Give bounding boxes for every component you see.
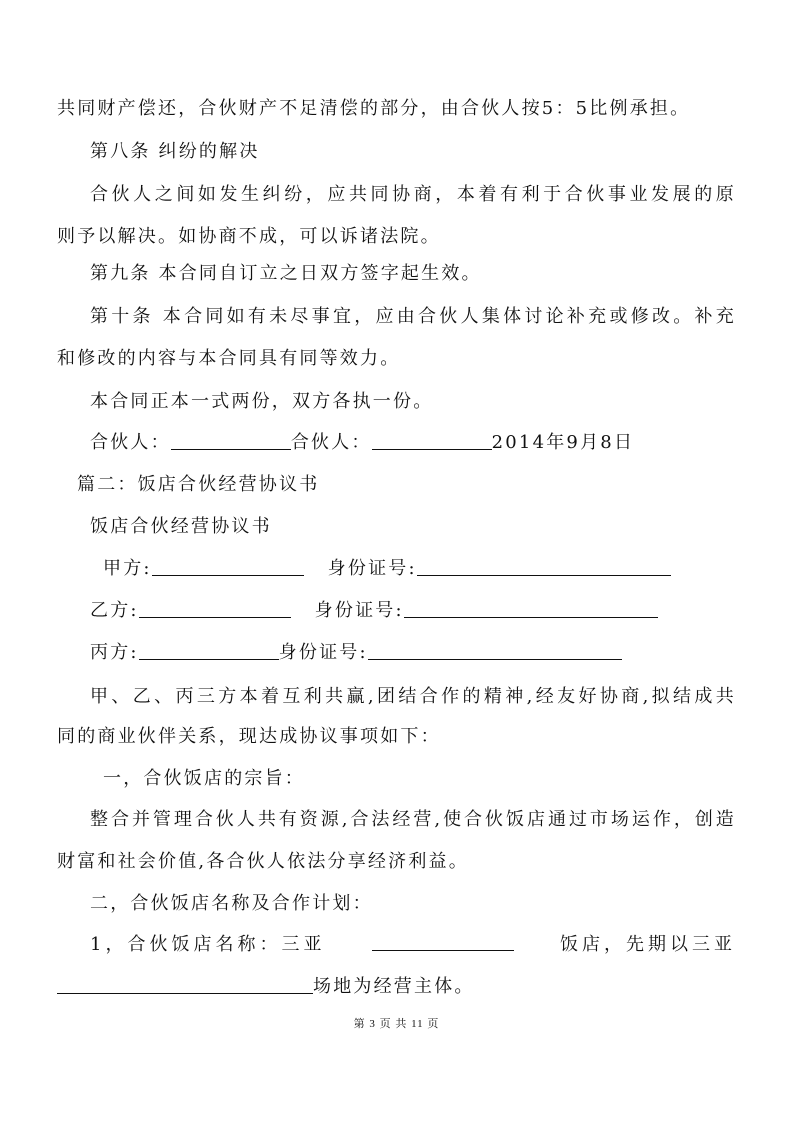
restaurant-name-blank xyxy=(372,932,514,951)
paragraph-line: 和修改的内容与本合同具有同等效力。 xyxy=(57,348,401,369)
venue-text: 场地为经营主体。 xyxy=(313,976,475,997)
party-a-line xyxy=(103,556,671,582)
paragraph-line: 甲、乙、丙三方本着互利共赢,团结合作的精神,经友好协商,拟结成共 xyxy=(90,686,736,707)
restaurant-name-line xyxy=(90,932,736,958)
party-b-blank xyxy=(139,599,291,618)
document-title: 饭店合伙经营协议书 xyxy=(90,516,272,537)
signature-blank xyxy=(372,431,492,450)
id-label: 身份证号: xyxy=(327,558,417,579)
id-blank xyxy=(368,641,622,660)
paragraph-line: 则予以解决。如协商不成，可以诉诸法院。 xyxy=(57,226,441,247)
party-c-line xyxy=(90,640,622,666)
article-9-text: 第九条 本合同自订立之日双方签字起生效。 xyxy=(90,263,482,284)
article-8-heading: 第八条 纠纷的解决 xyxy=(90,141,260,162)
page-footer: 第 3 页 共 11 页 xyxy=(353,1018,440,1030)
partner-label: 合伙人： xyxy=(290,432,372,453)
party-b-label: 乙方: xyxy=(90,600,139,621)
signature-blank xyxy=(171,431,291,450)
clause-2-heading: 二，合伙饭店名称及合作计划： xyxy=(90,893,373,914)
party-c-label: 丙方: xyxy=(90,642,139,663)
paragraph-line: 共同财产偿还，合伙财产不足清偿的部分，由合伙人按5：5比例承担。 xyxy=(57,98,691,119)
id-label: 身份证号: xyxy=(314,600,404,621)
clause-1-heading: 一，合伙饭店的宗旨： xyxy=(103,768,305,789)
venue-line xyxy=(57,974,475,1000)
venue-blank xyxy=(57,975,313,994)
id-label: 身份证号: xyxy=(278,642,368,663)
section-heading: 篇二：饭店合伙经营协议书 xyxy=(77,474,320,495)
article-10-text: 第十条 本合同如有未尽事宜，应由合伙人集体讨论补充或修改。补充 xyxy=(90,306,736,327)
party-a-blank xyxy=(152,557,304,576)
paragraph-line: 合伙人之间如发生纠纷，应共同协商，本着有利于合伙事业发展的原 xyxy=(90,184,736,205)
id-blank xyxy=(417,557,671,576)
partner-label: 合伙人： xyxy=(90,432,171,453)
party-b-line xyxy=(90,598,658,624)
paragraph-line: 整合并管理合伙人共有资源,合法经营,使合伙饭店通过市场运作，创造 xyxy=(90,809,736,830)
party-c-blank xyxy=(139,641,279,660)
signature-line xyxy=(90,430,634,456)
signature-date: 2014年9月8日 xyxy=(491,432,635,453)
restaurant-name-label: 1，合伙饭店名称：三亚 xyxy=(90,934,326,955)
paragraph-line: 同的商业伙伴关系，现达成协议事项如下： xyxy=(57,726,441,747)
restaurant-location-text: 饭店，先期以三亚 xyxy=(559,934,736,955)
paragraph-line: 本合同正本一式两份，双方各执一份。 xyxy=(90,391,434,412)
party-a-label: 甲方: xyxy=(103,558,152,579)
paragraph-line: 财富和社会价值,各合伙人依法分享经济利益。 xyxy=(57,851,469,872)
id-blank xyxy=(404,599,658,618)
